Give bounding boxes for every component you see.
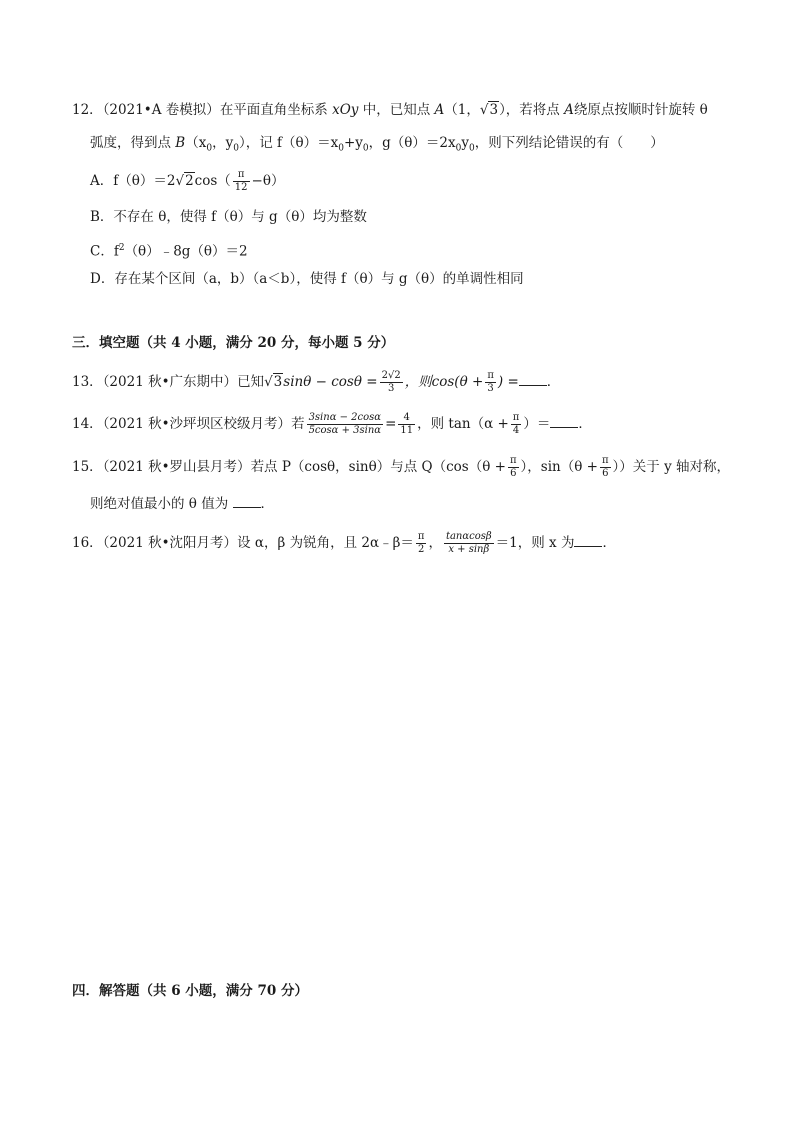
q12-text: 绕原点按顺时针旋转 θ — [573, 102, 708, 118]
fraction — [511, 413, 522, 436]
q15-line1 — [72, 452, 730, 482]
fraction-numerator: π — [487, 370, 494, 381]
fraction-denominator: 5cosα + 3sinα — [308, 425, 382, 436]
q13-expression: sinθ − cosθ = — [283, 374, 378, 390]
question-number: 15． — [72, 459, 103, 475]
question-number: 16． — [72, 535, 103, 551]
question-source: （2021 秋•广东期中） — [102, 374, 238, 390]
fraction-numerator: π — [509, 455, 517, 466]
q12-subscript: 0 — [362, 143, 369, 154]
q15-text: 若点 P（cosθ，sinθ）与点 Q（cos（θ + — [250, 459, 506, 475]
q12-text: （x — [185, 135, 207, 151]
question-source: （2021•A 卷模拟） — [102, 102, 220, 118]
q12-xoy: xOy — [332, 102, 359, 118]
fraction-numerator: π — [417, 531, 425, 542]
fraction-denominator: 11 — [400, 425, 414, 436]
q14-text: ，则 tan（α + — [417, 416, 509, 432]
fraction-numerator: 2√2 — [381, 370, 401, 381]
q12-text: y — [461, 135, 470, 151]
question-number: 14． — [72, 416, 103, 432]
q12-option-b: B．不存在 θ，使得 f（θ）与 g（θ）均为整数 — [90, 209, 367, 225]
fraction-numerator: π — [601, 455, 609, 466]
q12-text: 弧度，得到点 — [90, 135, 176, 151]
fraction — [485, 371, 496, 394]
q12-text: ），记 f（θ）＝x — [238, 135, 339, 151]
q12-option-c — [90, 238, 248, 262]
q15-text: ），sin（θ + — [520, 459, 598, 475]
q12-subscript: 0 — [206, 143, 213, 154]
fraction-denominator: 4 — [512, 425, 520, 436]
fraction-numerator: 4 — [398, 413, 415, 425]
question-source: （2021 秋•沈阳月考） — [102, 535, 238, 551]
q16-line — [72, 528, 616, 558]
q12-text: +y — [343, 135, 363, 151]
q12-option-a — [90, 167, 284, 195]
sqrt-symbol: √2 — [175, 173, 194, 189]
fraction — [600, 456, 611, 479]
question-source: （2021 秋•沙坪坝区校级月考） — [102, 416, 292, 432]
q12-subscript: 0 — [455, 143, 462, 154]
q12-option-d: D．存在某个区间（a，b）（a＜b），使得 f（θ）与 g（θ）的单调性相同 — [90, 271, 524, 287]
fraction-numerator: π — [233, 170, 250, 182]
q14-text: = — [385, 416, 397, 432]
q14-text: ）＝ — [523, 416, 551, 432]
answer-blank[interactable] — [233, 497, 261, 508]
q12-line1 — [72, 100, 708, 120]
option-text: cos（ — [194, 173, 231, 189]
q12-text: ，则下列结论错误的有（ ） — [474, 135, 664, 151]
fraction — [233, 170, 250, 193]
fraction — [380, 371, 403, 394]
q12-text: ，y — [212, 135, 234, 151]
q15-text: 则绝对值最小的 θ 值为 — [90, 496, 233, 512]
q14-line — [72, 409, 592, 439]
fraction-numerator: π — [512, 412, 520, 423]
q14-text: 若 — [291, 416, 305, 432]
fraction-denominator: 6 — [510, 468, 517, 479]
answer-blank[interactable] — [550, 417, 578, 428]
q12-text: 中，已知点 — [358, 102, 435, 118]
option-text: A．f（θ）＝2 — [90, 173, 176, 189]
q13-text: ． — [546, 374, 561, 390]
fraction-denominator: 2 — [417, 544, 425, 555]
option-text: （θ）﹣8g（θ）＝2 — [124, 243, 248, 260]
q16-text: ． — [602, 535, 616, 551]
q12-subscript: 0 — [233, 143, 239, 154]
option-text: −θ） — [251, 173, 285, 189]
q12-subscript: 0 — [338, 143, 344, 154]
fraction — [508, 456, 519, 479]
answer-blank[interactable] — [519, 375, 547, 386]
fraction — [444, 532, 494, 555]
fraction-denominator: 3 — [387, 383, 395, 394]
q12-sqrt-value: 3 — [489, 102, 499, 118]
q13-text: 已知 — [237, 374, 265, 390]
q12-point-a: A — [564, 102, 574, 118]
q15-line2 — [90, 494, 274, 514]
fraction-denominator: 12 — [234, 182, 248, 193]
q12-text: （1， — [444, 102, 480, 118]
fraction-denominator: x + sinβ — [448, 544, 490, 555]
fraction — [416, 532, 427, 555]
sqrt-symbol: √3 — [264, 374, 283, 390]
question-number: 13． — [72, 374, 103, 390]
option-text: C．f — [90, 243, 119, 260]
q13-expression: ) = — [497, 374, 519, 390]
section-heading-fill-blank: 三．填空题（共 4 小题，满分 20 分，每小题 5 分） — [72, 335, 395, 351]
q15-text: ））关于 y 轴对称， — [612, 459, 731, 475]
section-heading-answer: 四．解答题（共 6 小题，满分 70 分） — [72, 983, 308, 999]
q12-text: 在平面直角坐标系 — [219, 102, 333, 118]
q13-sqrt-value: 3 — [273, 374, 283, 390]
fraction — [398, 413, 415, 436]
q16-text: 设 α，β 为锐角，且 2α﹣β＝ — [237, 535, 414, 551]
q12-text: ，g（θ）＝2x — [368, 135, 456, 151]
q15-text: ． — [260, 496, 275, 512]
fraction-denominator: 6 — [602, 468, 609, 479]
q13-line — [72, 368, 560, 396]
fraction-numerator: tanαcosβ — [445, 531, 492, 542]
q12-text: ），若将点 — [499, 102, 565, 118]
question-number: 12． — [72, 102, 103, 118]
q12-point-b: B — [175, 135, 186, 151]
q14-text: ． — [578, 416, 592, 432]
question-source: （2021 秋•罗山县月考） — [102, 459, 251, 475]
q12-line2 — [90, 133, 664, 159]
fraction-denominator: 3 — [487, 383, 494, 394]
q13-expression: ，则cos(θ + — [404, 374, 484, 390]
superscript: 2 — [118, 243, 125, 253]
q16-text: ， — [428, 535, 442, 551]
fraction — [307, 413, 384, 436]
sqrt-symbol: √3 — [479, 102, 499, 118]
fraction-numerator: 3sinα − 2cosα — [308, 412, 382, 423]
q12-point-a: A — [434, 102, 445, 118]
q16-text: ＝1，则 x 为 — [495, 535, 575, 551]
q12-subscript: 0 — [469, 143, 475, 154]
option-sqrt-value: 2 — [185, 173, 194, 189]
answer-blank[interactable] — [574, 536, 602, 547]
